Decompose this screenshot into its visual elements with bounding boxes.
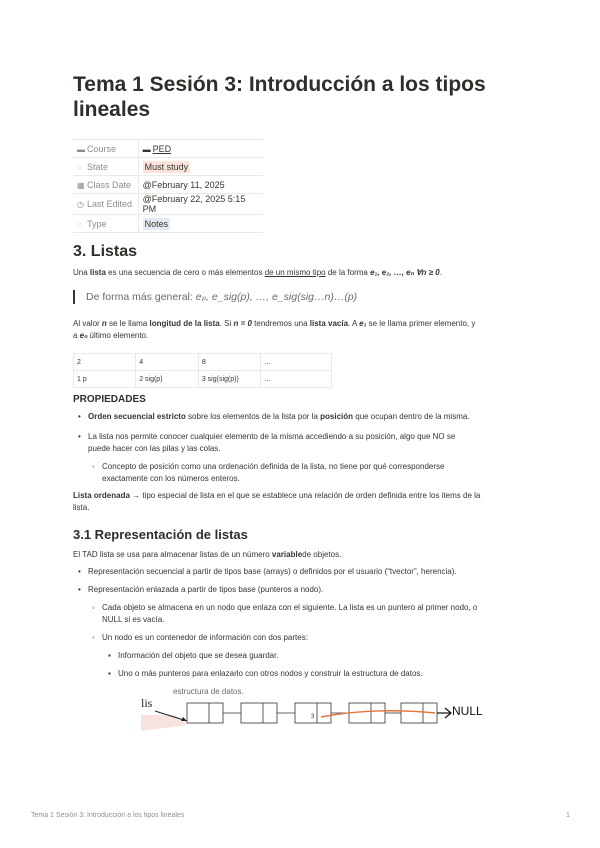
property-key: Class Date	[87, 179, 132, 190]
table-cell: 2 sig(p)	[136, 371, 199, 388]
math-sequence: e₁, e₂, …, eₙ ∀n ≥ 0	[370, 268, 440, 277]
node-box	[187, 703, 223, 723]
listas-intro: Una lista es una secuencia de cero o más elementos de un mismo tipo de la forma e₁, e₂, …, eₙ ∀n ≥ 0.	[73, 268, 442, 277]
propiedades-heading: PROPIEDADES	[73, 394, 146, 405]
node-label: 3	[311, 714, 315, 720]
calendar-icon: ▦	[77, 180, 85, 190]
table-cell: 2	[74, 354, 136, 371]
valor-paragraph: Al valor n se le llama longitud de la lista. Si n = 0 tendremos una lista vacía. A e₁ se le llama primer elemento, y a eₙ último elemento.	[73, 319, 476, 340]
property-row[interactable]	[73, 158, 263, 176]
list-item: Representación secuencial a partir de tipos base (arrays) o definidos por el usuario (“tvector”, herencia).	[88, 567, 457, 576]
list-item: Información del objeto que se desea guardar.	[118, 651, 279, 660]
class-date-value[interactable]: @February 11, 2025	[138, 176, 263, 194]
table-row	[74, 371, 332, 388]
node-box	[295, 703, 331, 723]
section-heading-listas: 3. Listas	[73, 243, 138, 260]
bullet-circle-icon: ◦	[92, 633, 95, 642]
page-title: Tema 1 Sesión 3: Introducción a los tipos lineales	[73, 73, 486, 121]
list-item: La lista nos permite conocer cualquier elemento de la misma accediendo a su posición, algo que NO se puede hacer con las pilas y las colas.	[88, 432, 456, 453]
property-key: Last Edited	[87, 199, 133, 209]
list-item: Un nodo es un contenedor de información con dos partes:	[102, 633, 308, 642]
highlight-stroke	[321, 711, 435, 717]
table-cell: …	[260, 354, 331, 371]
type-icon: ◌	[77, 219, 82, 229]
highlight-shape	[141, 715, 187, 731]
status-badge[interactable]: Must study	[144, 161, 189, 172]
bullet-icon: •	[78, 412, 81, 421]
property-key: State	[87, 161, 109, 172]
null-label: NULL	[452, 704, 483, 718]
last-edited-value: @February 22, 2025 5:15 PM	[138, 194, 263, 215]
status-icon: ◌	[77, 162, 82, 172]
table-cell: 4	[136, 354, 199, 371]
type-badge[interactable]: Notes	[144, 218, 169, 229]
property-row[interactable]	[73, 215, 263, 233]
list-item: Concepto de posición como una ordenación definida de la lista, no tiene por qué corresponderse exactamente con los números enteros.	[102, 462, 445, 483]
property-key: Type	[87, 218, 107, 229]
table-cell: 3 sig(sig(p))	[198, 371, 260, 388]
clock-icon: ◷	[77, 200, 84, 209]
course-link[interactable]: PED	[152, 143, 172, 154]
representacion-intro: El TAD lista se usa para almacenar listas de un número variablede objetos.	[73, 550, 342, 559]
bullet-icon: •	[78, 432, 81, 441]
quote-block: De forma más general: eₚ, e_sig(p), …, e_sig(sig…n)…(p)	[73, 290, 357, 304]
book-icon: ▬	[77, 144, 85, 154]
bullet-square-icon: ▪	[108, 651, 111, 660]
diagram-left-label: lis	[141, 696, 153, 710]
list-item: Orden secuencial estricto sobre los elementos de la lista por la posición que ocupan dentro de la misma.	[88, 412, 470, 421]
list-item: Representación enlazada a partir de tipos base (punteros a nodo).	[88, 585, 324, 594]
diagram-top-text: estructura de datos.	[173, 687, 244, 696]
bullet-circle-icon: ◦	[92, 462, 95, 471]
list-item: Cada objeto se almacena en un nodo que enlaza con el siguiente. La lista es un puntero al primer nodo, o NULL si es vacía.	[102, 603, 478, 624]
property-row[interactable]	[73, 176, 263, 194]
footer-title: Tema 1 Sesión 3: Introducción a los tipos lineales	[31, 812, 185, 819]
page-number: 1	[566, 812, 570, 819]
bullet-icon: •	[78, 567, 81, 576]
property-row[interactable]	[73, 140, 263, 158]
property-row[interactable]	[73, 194, 263, 215]
property-key: Course	[87, 143, 117, 154]
section-heading-representacion: 3.1 Representación de listas	[73, 527, 248, 542]
table-cell: …	[260, 371, 331, 388]
table-row	[74, 354, 332, 371]
bullet-icon: •	[78, 585, 81, 594]
lista-ordenada-paragraph: Lista ordenada → tipo especial de lista en el que se establece una relación de orden definida entre los items de la lista.	[73, 491, 481, 512]
list-item: Uno o más punteros para enlazarlo con otros nodos y construir la estructura de datos.	[118, 669, 423, 678]
node-box	[241, 703, 277, 723]
math-general: eₚ, e_sig(p), …, e_sig(sig…n)…(p)	[195, 291, 358, 303]
table-cell: 8	[198, 354, 260, 371]
bullet-square-icon: ▪	[108, 669, 111, 678]
linked-list-diagram	[135, 685, 465, 733]
properties-table	[73, 139, 263, 233]
table-cell: 1 p	[74, 371, 136, 388]
values-table	[73, 353, 332, 388]
book-icon: ▬	[142, 144, 151, 154]
bullet-circle-icon: ◦	[92, 603, 95, 612]
